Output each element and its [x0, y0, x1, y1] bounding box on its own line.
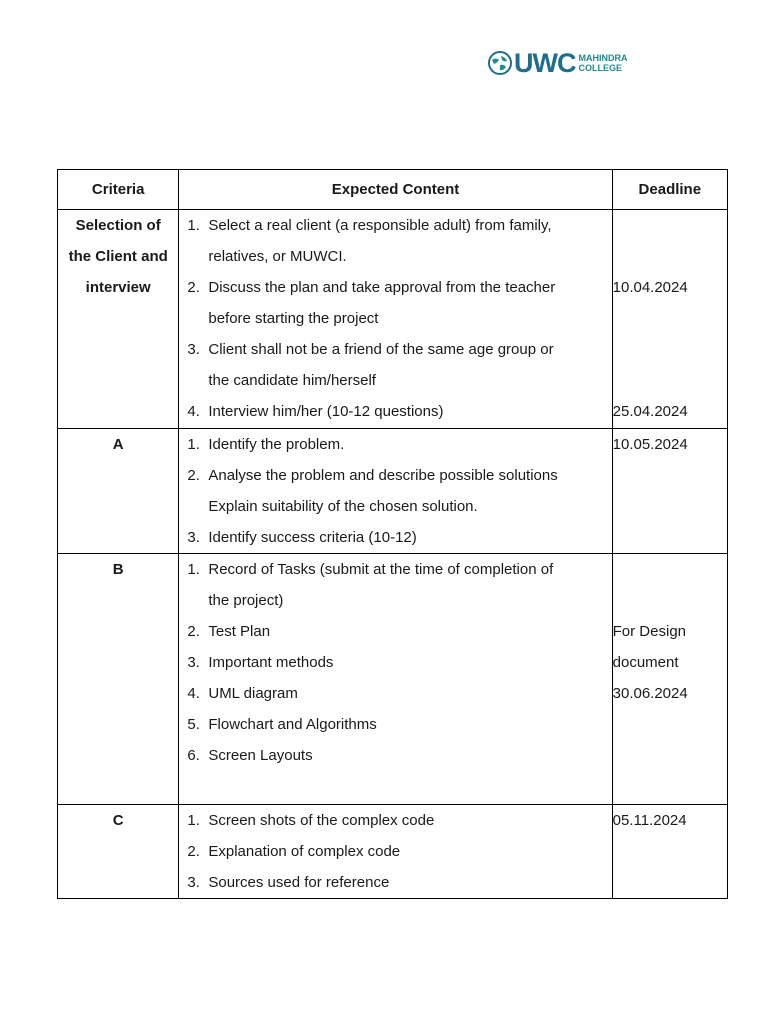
list-item-number: 1. — [187, 812, 200, 829]
logo-wordmark: UWC — [514, 47, 576, 78]
header-deadline: Deadline — [612, 170, 727, 210]
list-item-number: 4. — [187, 685, 200, 702]
list-item-number: 2. — [187, 467, 200, 484]
globe-icon — [488, 51, 512, 75]
criteria-label-line: Selection of — [75, 217, 161, 234]
table-row — [58, 429, 728, 554]
criteria-cell — [58, 210, 179, 429]
list-item — [179, 647, 611, 678]
list-item-text: before starting the project — [208, 310, 379, 327]
uwc-mahindra-logo — [488, 48, 627, 78]
list-item-number: 2. — [187, 279, 200, 296]
criteria-label-line: B — [112, 561, 124, 578]
expected-content-list — [179, 805, 611, 898]
deadline-text — [613, 334, 727, 365]
list-item-text: Analyse the problem and describe possible solutions — [208, 467, 558, 484]
expected-content-cell — [179, 554, 612, 805]
list-item-text: Record of Tasks (submit at the time of completion of — [208, 561, 554, 578]
list-item-text: Screen Layouts — [208, 747, 313, 764]
criteria-label-line: interview — [85, 279, 151, 296]
list-item — [179, 740, 611, 771]
deadline-cell — [612, 805, 727, 899]
expected-content-cell — [179, 210, 612, 429]
table-body — [58, 210, 728, 899]
list-item-text: Explanation of complex code — [208, 843, 401, 860]
list-item — [179, 836, 611, 867]
list-item — [179, 210, 611, 272]
list-item-number: 4. — [187, 403, 200, 420]
list-item — [179, 805, 611, 836]
list-item — [179, 522, 611, 553]
list-item-number: 6. — [187, 747, 200, 764]
deadline-text — [613, 585, 727, 616]
list-item-text: Sources used for reference — [208, 874, 390, 891]
list-item — [179, 554, 611, 616]
list-item-text: Flowchart and Algorithms — [208, 716, 377, 733]
table-row — [58, 805, 728, 899]
table-row — [58, 210, 728, 429]
table-row — [58, 554, 728, 805]
deadline-text: 05.11.2024 — [612, 812, 687, 829]
list-item — [179, 334, 611, 396]
criteria-label-line: the Client and — [68, 248, 168, 265]
deadline-text — [613, 210, 727, 241]
expected-content-cell — [179, 805, 612, 899]
expected-content-cell — [179, 429, 612, 554]
deadline-text — [613, 365, 727, 396]
list-item — [179, 396, 611, 427]
list-item-text: UML diagram — [208, 685, 298, 702]
deadline-text: 10.04.2024 — [612, 279, 688, 296]
list-item-text: Screen shots of the complex code — [208, 812, 435, 829]
deadline-text: 10.05.2024 — [612, 436, 688, 453]
list-item-text: Important methods — [208, 654, 334, 671]
list-item-text: Select a real client (a responsible adult) from family, — [208, 217, 552, 234]
list-item-number: 5. — [187, 716, 200, 733]
list-item-text: Explain suitability of the chosen solution. — [208, 498, 478, 515]
list-item-text: the candidate him/herself — [208, 372, 376, 389]
criteria-cell — [58, 554, 179, 805]
logo-college-name — [578, 53, 627, 73]
expected-content-list — [179, 210, 611, 427]
deadline-text: 30.06.2024 — [612, 685, 688, 702]
list-item-number: 3. — [187, 654, 200, 671]
list-item-number: 1. — [187, 217, 200, 234]
list-item-text: Interview him/her (10-12 questions) — [208, 403, 444, 420]
list-item-number: 1. — [187, 561, 200, 578]
expected-content-list — [179, 554, 611, 771]
list-item — [179, 460, 611, 522]
logo-line-1: MAHINDRA — [578, 53, 628, 63]
criteria-cell — [58, 805, 179, 899]
deadline-text — [613, 241, 727, 272]
list-item-number: 3. — [187, 529, 200, 546]
list-item-number: 2. — [187, 623, 200, 640]
deadline-text: document — [612, 654, 679, 671]
deadline-text: 25.04.2024 — [612, 403, 688, 420]
criteria-label-line: A — [112, 436, 124, 453]
header-expected-content: Expected Content — [179, 170, 612, 210]
criteria-table — [57, 169, 728, 899]
list-item-number: 2. — [187, 843, 200, 860]
list-item-text: Client shall not be a friend of the same age group or — [208, 341, 554, 358]
list-item-text: relatives, or MUWCI. — [208, 248, 347, 265]
list-item — [179, 429, 611, 460]
list-item-text: Test Plan — [208, 623, 271, 640]
list-item-number: 1. — [187, 436, 200, 453]
list-item-text: Identify the problem. — [208, 436, 345, 453]
logo-line-2: COLLEGE — [578, 63, 622, 73]
list-item-number: 3. — [187, 341, 200, 358]
expected-content-list — [179, 429, 611, 553]
deadline-cell — [612, 429, 727, 554]
list-item-text: Discuss the plan and take approval from the teacher — [208, 279, 556, 296]
list-item — [179, 678, 611, 709]
table-header-row — [58, 170, 728, 210]
deadline-text: For Design — [612, 623, 686, 640]
list-item-text: Identify success criteria (10-12) — [208, 529, 417, 546]
list-item — [179, 709, 611, 740]
header-criteria: Criteria — [58, 170, 179, 210]
deadline-cell — [612, 210, 727, 429]
deadline-text — [613, 554, 727, 585]
criteria-label-line: C — [112, 812, 124, 829]
criteria-cell — [58, 429, 179, 554]
deadline-text — [613, 303, 727, 334]
list-item-text: the project) — [208, 592, 284, 609]
list-item — [179, 867, 611, 898]
list-item — [179, 616, 611, 647]
deadline-cell — [612, 554, 727, 805]
list-item-number: 3. — [187, 874, 200, 891]
list-item — [179, 272, 611, 334]
